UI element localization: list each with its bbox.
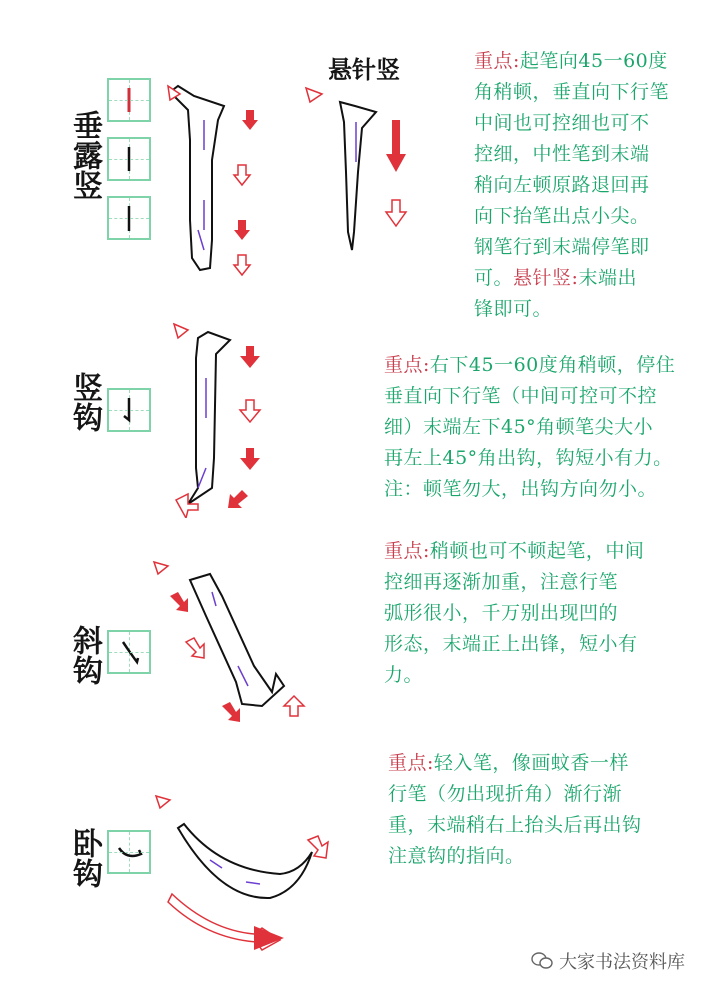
practice-grid-2	[107, 137, 151, 181]
note-1-line8: 可。	[474, 267, 514, 289]
note-2-line2: 垂直向下行笔（中间可控可不控	[384, 385, 658, 407]
practice-grid-xiegou	[107, 630, 151, 674]
stroke-chuilushu-drawing	[160, 80, 270, 290]
note-3-line5: 力。	[384, 664, 424, 686]
stroke-xiegou-drawing	[150, 556, 310, 736]
note-1-xuanzhen: 悬针竖	[513, 267, 572, 289]
note-1-line5: 稍向左顿原路退回再	[474, 174, 650, 196]
note-2-line5: 注：顿笔勿大，出钩方向勿小。	[384, 478, 658, 500]
label-wogou: 卧钩	[67, 828, 102, 888]
practice-grid-wogou	[107, 830, 151, 874]
note-4-line2: 行笔（勿出现折角）渐行渐	[388, 783, 623, 805]
note-3-line1: 稍顿也可不顿起笔，中间	[429, 540, 645, 562]
note-key-1: 重点	[474, 50, 514, 72]
stroke-wogou-drawing	[150, 790, 340, 960]
note-2-line4: 再左上45°角出钩，钩短小有力。	[384, 447, 673, 469]
note-section-1: 重点:起笔向45一60度 角稍顿，垂直向下行笔 中间也可控细也可不 控细，中性笔到末端 稍向左顿原路退回再 向下抬笔出点小尖。 钢笔行到末端停笔即 可。悬针竖:末端出 锋即可。	[474, 46, 694, 325]
note-3-line2: 控细再逐渐加重，注意行笔	[384, 571, 619, 593]
note-4-line4: 注意钩的指向。	[388, 845, 525, 867]
note-section-3: 重点:稍顿也可不顿起笔，中间 控细再逐渐加重，注意行笔 弧形很小，千万别出现凹的 形态，末端正上出锋，短小有 力。	[384, 536, 684, 691]
note-1-line7: 钢笔行到末端停笔即	[474, 236, 650, 258]
label-shugou: 竖钩	[67, 372, 102, 432]
note-4-line1: 轻入笔，像画蚊香一样	[433, 752, 629, 774]
note-1-line6: 向下抬笔出点小尖。	[474, 205, 650, 227]
note-1-tail: 末端出	[578, 267, 637, 289]
practice-grid-shugou	[107, 388, 151, 432]
watermark-text: 大家书法资料库	[559, 952, 685, 973]
watermark	[531, 948, 685, 974]
note-3-line4: 形态，末端正上出锋，短小有	[384, 633, 638, 655]
wechat-icon	[531, 952, 553, 970]
note-4-line3: 重，末端稍右上抬头后再出钩	[388, 814, 642, 836]
note-key-2: 重点	[384, 354, 424, 376]
note-section-4: 重点:轻入笔，像画蚊香一样 行笔（勿出现折角）渐行渐 重，末端稍右上抬头后再出钩 注意钩的指向。	[388, 748, 688, 872]
note-section-2: 重点:右下45一60度角稍顿，停住 垂直向下行笔（中间可控可不控 细）末端左下45°角顿笔尖大小 再左上45°角出钩，钩短小有力。 注：顿笔勿大，出钩方向勿小。	[384, 350, 694, 505]
label-xiegou: 斜钩	[67, 625, 102, 685]
note-2-line1: 右下45一60度角稍顿，停住	[429, 354, 676, 376]
note-2-line3: 细）末端左下45°角顿笔尖大小	[384, 416, 654, 438]
note-1-last: 锋即可。	[474, 298, 553, 320]
note-1-line2: 角稍顿，垂直向下行笔	[474, 81, 670, 103]
practice-grid-3	[107, 196, 151, 240]
practice-grid-1	[107, 78, 151, 122]
note-3-line3: 弧形很小，千万别出现凹的	[384, 602, 619, 624]
stroke-shugou-drawing	[168, 318, 278, 518]
note-key-4: 重点	[388, 752, 428, 774]
note-key-3: 重点	[384, 540, 424, 562]
note-1-line4: 控细，中性笔到末端	[474, 143, 650, 165]
note-1-line3: 中间也可控细也可不	[474, 112, 650, 134]
stroke-xuanzhenshu-drawing	[300, 82, 420, 252]
label-chuilushu: 垂露竖	[67, 110, 102, 200]
title-xuanzhenshu: 悬针竖	[328, 55, 400, 84]
note-1-line1: 起笔向45一60度	[519, 50, 668, 72]
